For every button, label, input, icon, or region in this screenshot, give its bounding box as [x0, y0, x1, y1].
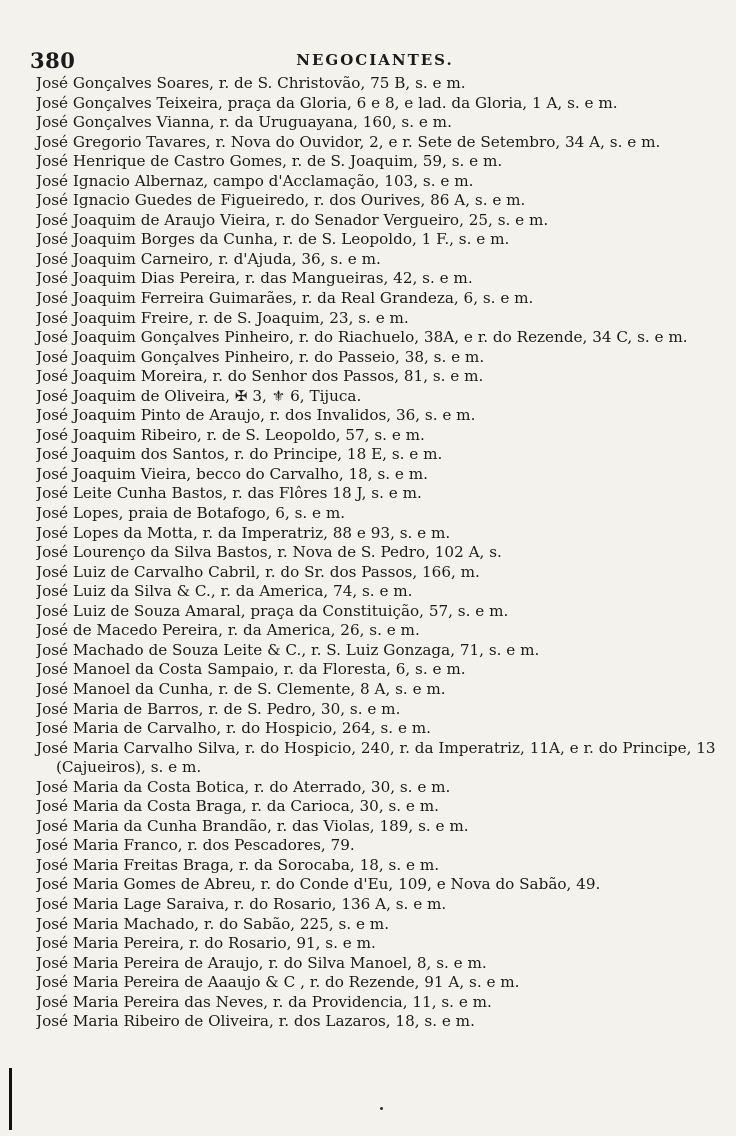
merchant-entry: José Joaquim Gonçalves Pinheiro, r. do Riachuelo, 38A, e r. do Rezende, 34 C, s. e m.: [36, 328, 688, 347]
merchant-entry: José Maria da Costa Botica, r. do Aterrado, 30, s. e m.: [36, 777, 451, 796]
merchant-entry: José Maria Gomes de Abreu, r. do Conde d'Eu, 109, e Nova do Sabão, 49.: [36, 875, 601, 894]
merchant-entry: José Maria de Barros, r. de S. Pedro, 30, s. e m.: [36, 699, 401, 718]
merchant-entry: José Maria de Carvalho, r. do Hospicio, 264, s. e m.: [36, 719, 431, 738]
merchant-entry: José Maria da Cunha Brandão, r. das Violas, 189, s. e m.: [36, 816, 469, 835]
merchant-entry: José Gonçalves Vianna, r. da Uruguayana, 160, s. e m.: [36, 113, 452, 132]
merchant-entry: José Gregorio Tavares, r. Nova do Ouvidor, 2, e r. Sete de Setembro, 34 A, s. e m.: [36, 132, 661, 151]
merchant-entry: José de Macedo Pereira, r. da America, 26, s. e m.: [36, 621, 420, 640]
merchant-entry: José Maria Ribeiro de Oliveira, r. dos Lazaros, 18, s. e m.: [36, 1012, 475, 1031]
running-title: NEGOCIANTES.: [296, 51, 454, 69]
merchant-entry: José Maria Franco, r. dos Pescadores, 79.: [36, 836, 355, 855]
merchant-entry: José Joaquim Ribeiro, r. de S. Leopoldo, 57, s. e m.: [36, 425, 425, 444]
merchant-entry: José Joaquim Pinto de Araujo, r. dos Invalidos, 36, s. e m.: [36, 406, 476, 425]
merchant-entry: José Luiz de Souza Amaral, praça da Constituição, 57, s. e m.: [36, 601, 509, 620]
merchant-entry: José Joaquim Gonçalves Pinheiro, r. do Passeio, 38, s. e m.: [36, 347, 485, 366]
merchant-entry: José Henrique de Castro Gomes, r. de S. Joaquim, 59, s. e m.: [36, 152, 503, 171]
merchant-entry: José Joaquim Freire, r. de S. Joaquim, 23, s. e m.: [36, 308, 409, 327]
merchant-entry: José Joaquim Dias Pereira, r. das Mangueiras, 42, s. e m.: [36, 269, 473, 288]
margin-ink-mark: [9, 1068, 12, 1130]
merchant-entry: José Maria Lage Saraiva, r. do Rosario, 136 A, s. e m.: [36, 894, 447, 913]
ink-speck: [380, 1107, 383, 1110]
merchant-entry: José Joaquim de Araujo Vieira, r. do Senador Vergueiro, 25, s. e m.: [36, 210, 549, 229]
merchant-entry: José Luiz de Carvalho Cabril, r. do Sr. dos Passos, 166, m.: [36, 562, 480, 581]
merchant-entry: José Manoel da Costa Sampaio, r. da Floresta, 6, s. e m.: [36, 660, 466, 679]
merchant-entry: José Joaquim Carneiro, r. d'Ajuda, 36, s. e m.: [36, 249, 381, 268]
merchant-entry: José Gonçalves Teixeira, praça da Gloria, 6 e 8, e lad. da Gloria, 1 A, s. e m.: [36, 93, 618, 112]
merchant-entry: José Joaquim Ferreira Guimarães, r. da Real Grandeza, 6, s. e m.: [36, 289, 534, 308]
merchant-entry: José Joaquim Vieira, becco do Carvalho, 18, s. e m.: [36, 464, 428, 483]
merchant-entry: José Ignacio Guedes de Figueiredo, r. dos Ourives, 86 A, s. e m.: [36, 191, 526, 210]
merchant-entry: José Maria Carvalho Silva, r. do Hospicio, 240, r. da Imperatriz, 11A, e r. do Principe, 13 (Cajueiros), s. e m.: [36, 738, 716, 777]
merchant-entry: José Ignacio Albernaz, campo d'Acclamação, 103, s. e m.: [36, 171, 474, 190]
page-number: 380: [30, 48, 76, 73]
merchant-entry: José Machado de Souza Leite & C., r. S. Luiz Gonzaga, 71, s. e m.: [36, 640, 540, 659]
merchant-entry: José Maria Freitas Braga, r. da Sorocaba, 18, s. e m.: [36, 855, 440, 874]
merchant-entry: José Maria Machado, r. do Sabão, 225, s. e m.: [36, 914, 390, 933]
merchant-entry: José Leite Cunha Bastos, r. das Flôres 18 J, s. e m.: [36, 484, 422, 503]
merchant-entry: José Joaquim Moreira, r. do Senhor dos Passos, 81, s. e m.: [36, 367, 484, 386]
merchant-entry: José Gonçalves Soares, r. de S. Christovão, 75 B, s. e m.: [36, 74, 466, 92]
merchant-entry: José Maria da Costa Braga, r. da Carioca, 30, s. e m.: [36, 797, 439, 816]
merchant-entry: José Manoel da Cunha, r. de S. Clemente, 8 A, s. e m.: [36, 679, 446, 698]
merchant-entry: José Joaquim Borges da Cunha, r. de S. Leopoldo, 1 F., s. e m.: [36, 230, 510, 249]
merchant-entry: José Lopes da Motta, r. da Imperatriz, 88 e 93, s. e m.: [36, 523, 451, 542]
merchant-entry: José Maria Pereira de Aaaujo & C , r. do Rezende, 91 A, s. e m.: [36, 973, 520, 992]
merchant-entry: José Maria Pereira, r. do Rosario, 91, s. e m.: [36, 934, 376, 953]
merchant-entry: José Lourenço da Silva Bastos, r. Nova de S. Pedro, 102 A, s.: [36, 543, 502, 562]
merchant-entry: José Luiz da Silva & C., r. da America, 74, s. e m.: [36, 582, 413, 601]
merchant-entry: José Joaquim dos Santos, r. do Principe, 18 E, s. e m.: [36, 445, 443, 464]
merchant-entry: José Maria Pereira de Araujo, r. do Silva Manoel, 8, s. e m.: [36, 953, 487, 972]
merchant-entry: José Lopes, praia de Botafogo, 6, s. e m.: [36, 504, 346, 523]
merchant-entry: José Maria Pereira das Neves, r. da Providencia, 11, s. e m.: [36, 992, 492, 1011]
merchant-entry: José Joaquim de Oliveira, ✠ 3, ⚜ 6, Tijuca.: [36, 386, 362, 405]
merchant-list: [36, 74, 721, 1032]
